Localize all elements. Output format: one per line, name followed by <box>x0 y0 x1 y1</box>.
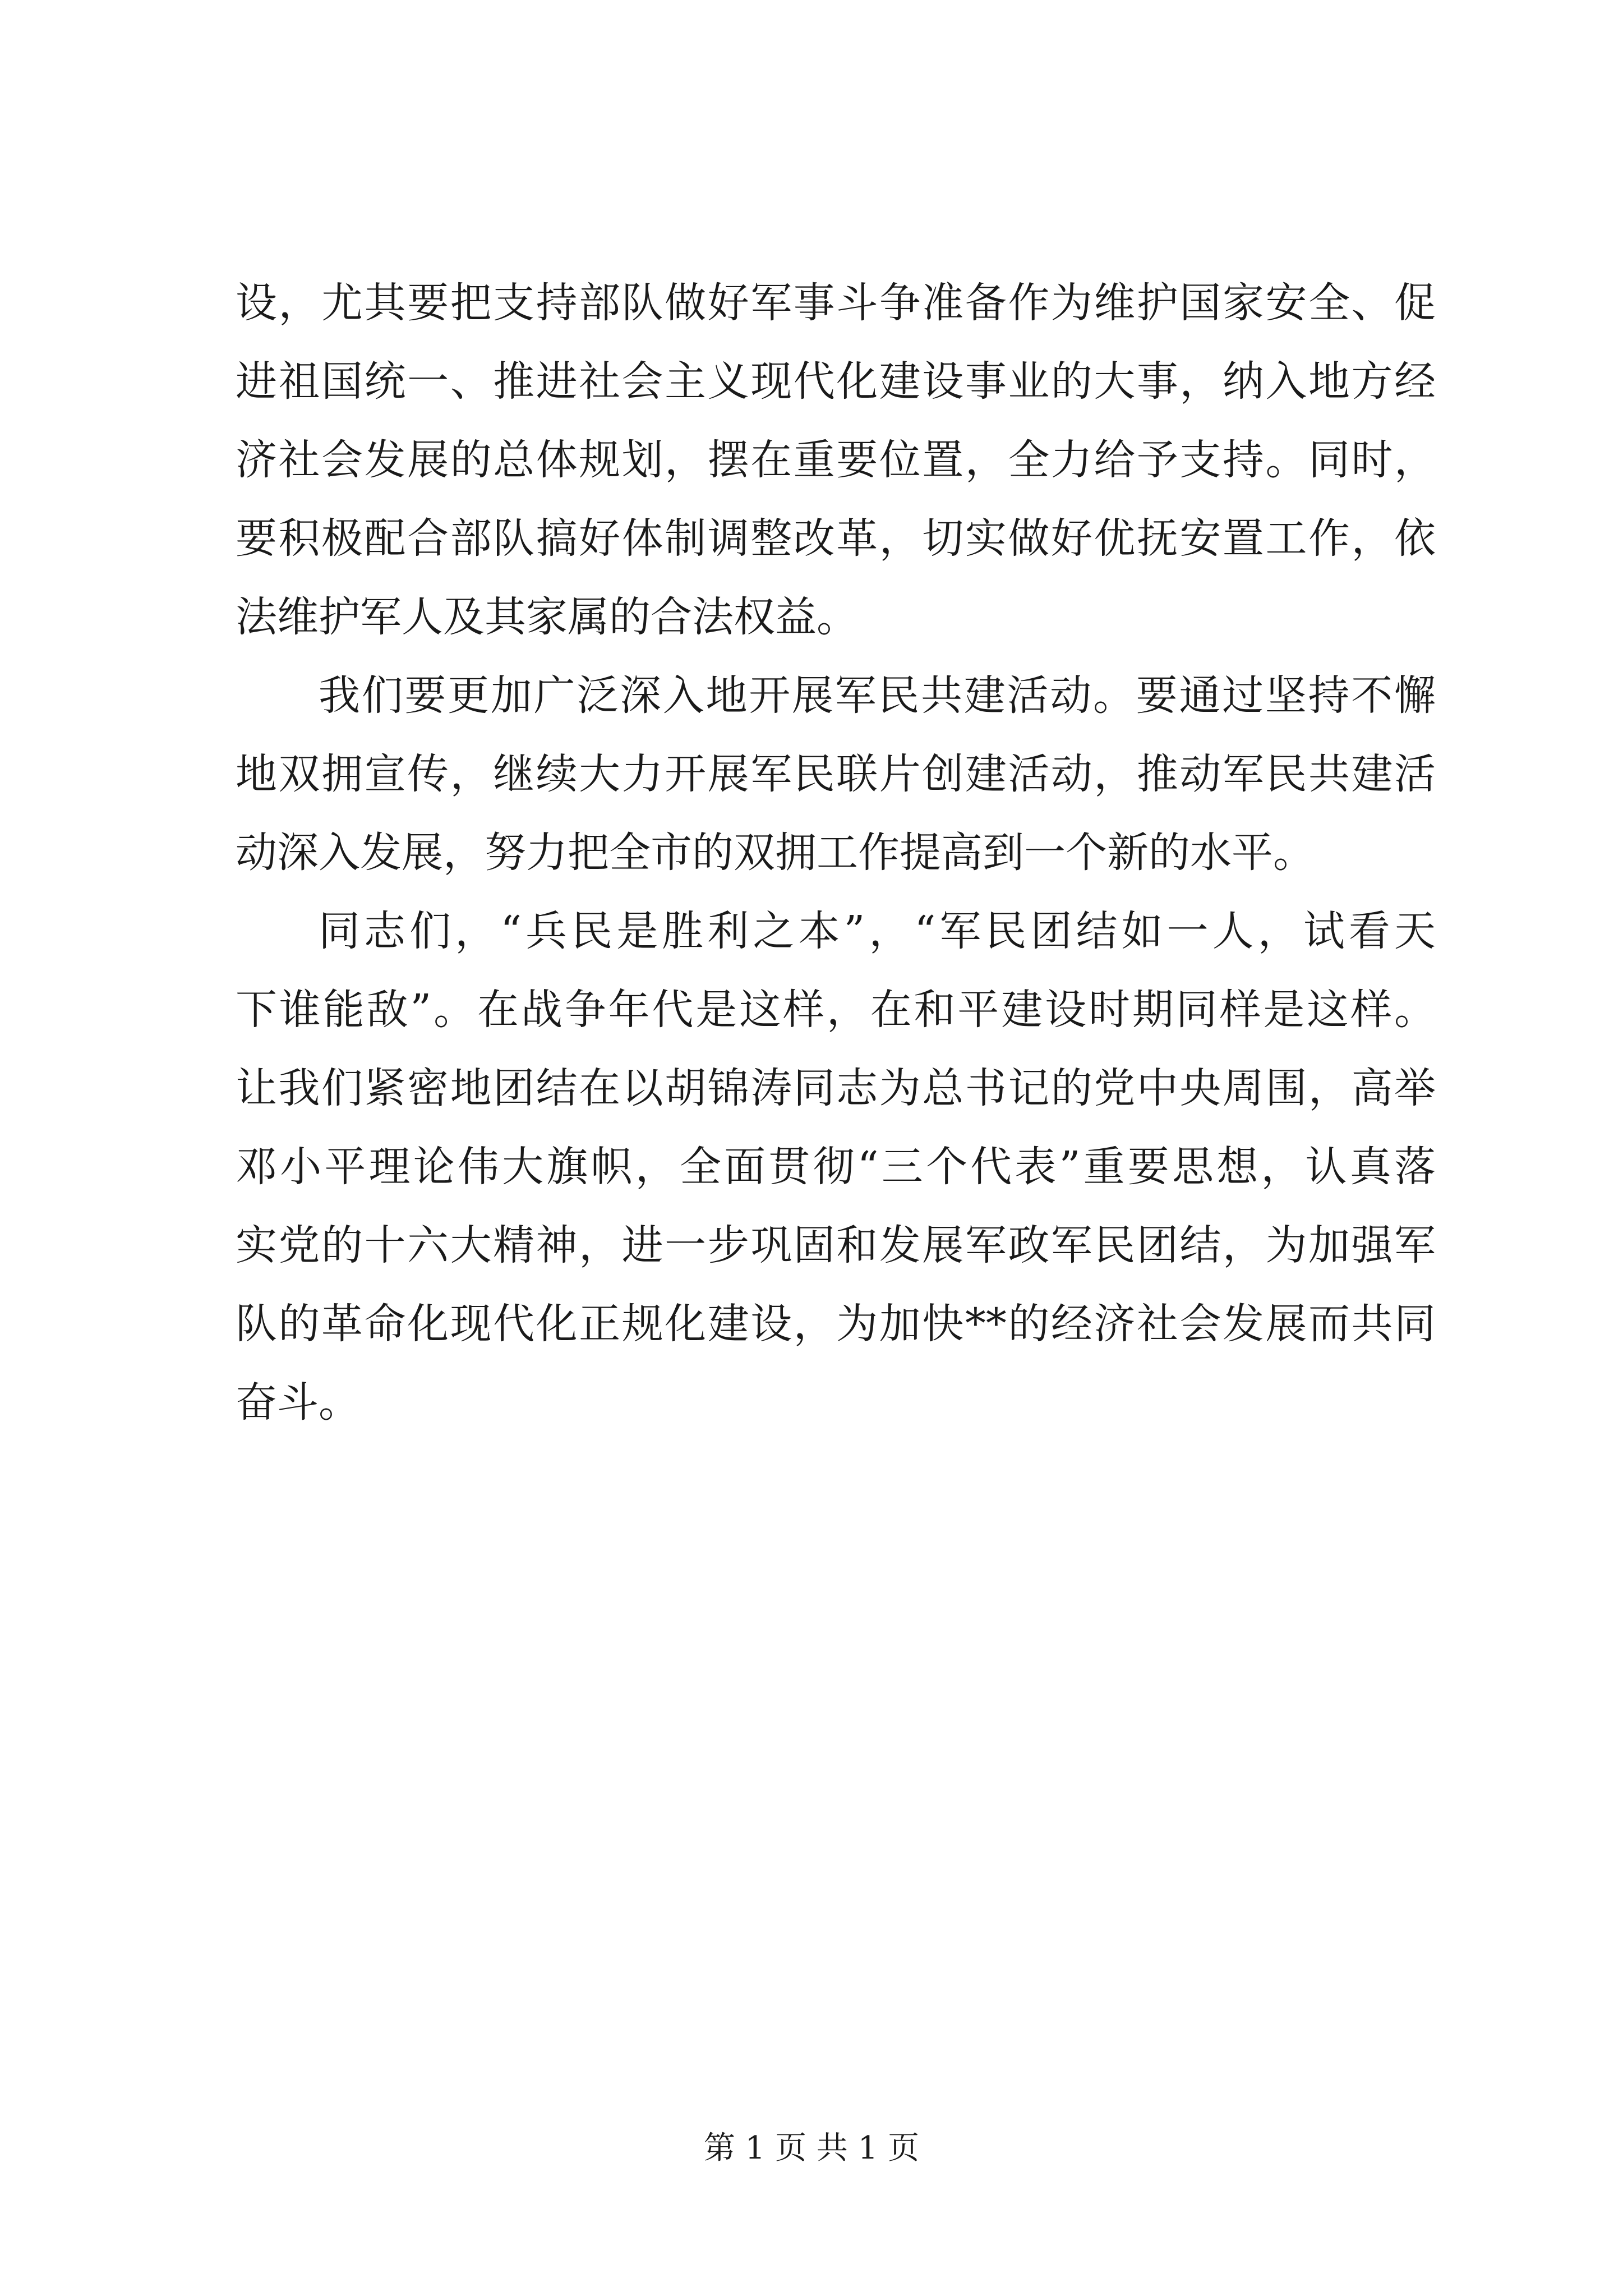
paragraph-2 <box>236 656 1436 892</box>
paragraph-1 <box>236 264 1436 656</box>
text-line: 要积极配合部队搞好体制调整改革，切实做好优抚安置工作，依 <box>236 514 1436 563</box>
text-line: 奋斗。 <box>236 1378 360 1427</box>
document-body <box>236 264 1436 1442</box>
text-line: 法维护军人及其家属的合法权益。 <box>236 593 858 641</box>
text-line: 我们要更加广泛深入地开展军民共建活动。要通过坚持不懈 <box>319 671 1436 720</box>
text-line: 同志们，“兵民是胜利之本”，“军民团结如一人，试看天 <box>319 907 1436 955</box>
text-line: 动深入发展，努力把全市的双拥工作提高到一个新的水平。 <box>236 829 1315 877</box>
text-line: 让我们紧密地团结在以胡锦涛同志为总书记的党中央周围，高举 <box>236 1064 1436 1112</box>
text-line: 下谁能敌”。在战争年代是这样，在和平建设时期同样是这样。 <box>236 986 1436 1034</box>
page-footer <box>0 2126 1623 2171</box>
paragraph-3 <box>236 892 1436 1442</box>
text-line: 实党的十六大精神，进一步巩固和发展军政军民团结，为加强军 <box>236 1221 1436 1269</box>
text-line: 进祖国统一、推进社会主义现代化建设事业的大事，纳入地方经 <box>236 357 1436 406</box>
text-line: 设，尤其要把支持部队做好军事斗争准备作为维护国家安全、促 <box>236 279 1436 327</box>
text-line: 队的革命化现代化正规化建设，为加快**的经济社会发展而共同 <box>236 1300 1436 1348</box>
text-line: 邓小平理论伟大旗帜，全面贯彻“三个代表”重要思想，认真落 <box>236 1143 1436 1191</box>
page-number-label: 第 1 页 共 1 页 <box>703 2130 920 2166</box>
text-line: 地双拥宣传，继续大力开展军民联片创建活动，推动军民共建活 <box>236 750 1436 798</box>
text-line: 济社会发展的总体规划，摆在重要位置，全力给予支持。同时， <box>236 436 1436 484</box>
